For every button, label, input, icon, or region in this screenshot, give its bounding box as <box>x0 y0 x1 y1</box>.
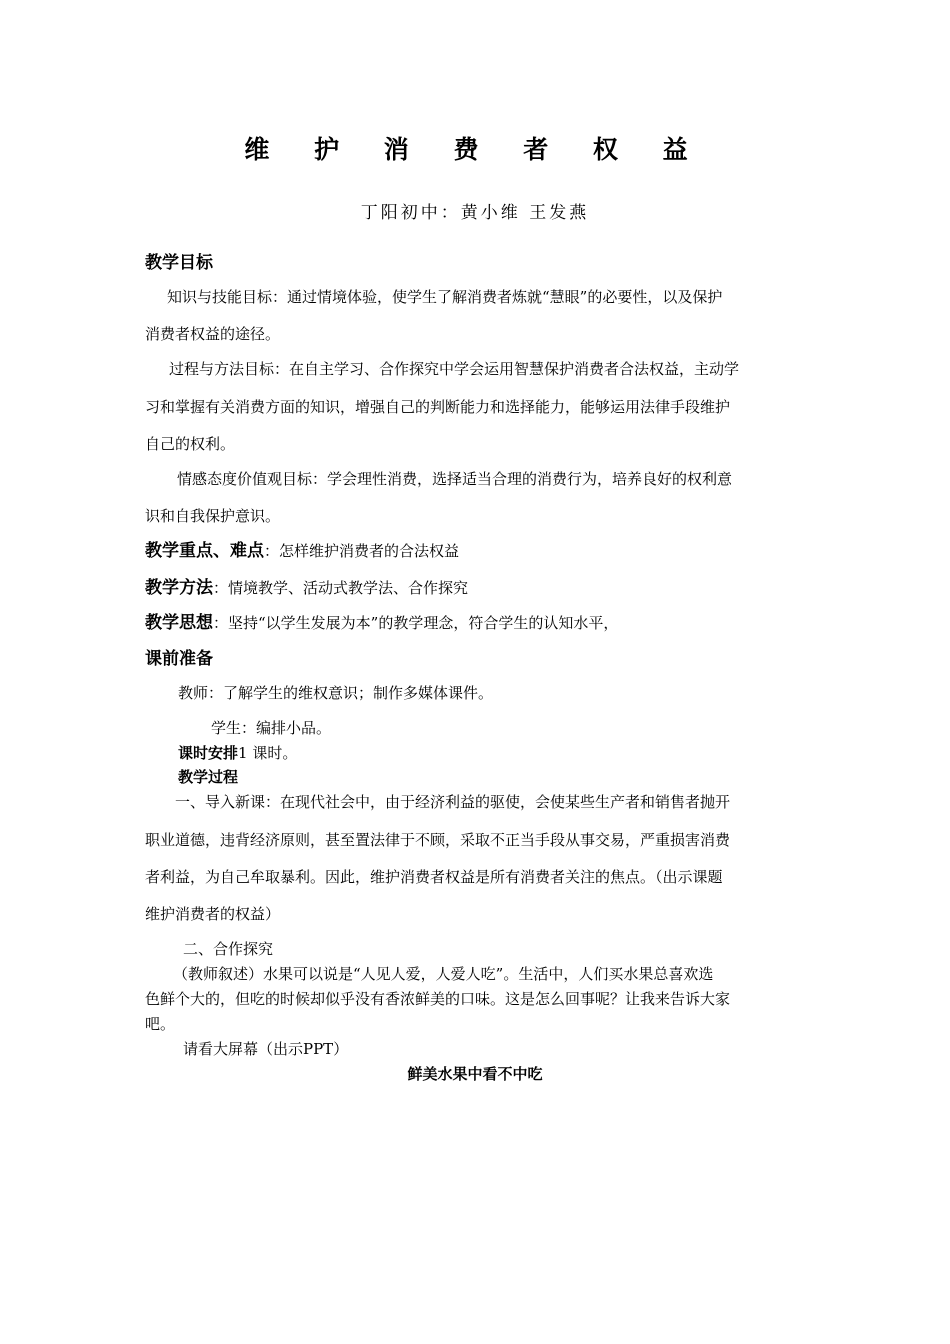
schedule-line <box>178 745 297 761</box>
process-objective-line-3: 自己的权利。 <box>145 435 236 453</box>
document-title: 维 护 消 费 者 权 益 <box>244 135 706 164</box>
author-line: 丁阳初中：黄小维 王发燕 <box>360 203 590 223</box>
schedule-text: 1 课时。 <box>238 744 298 762</box>
prep-teacher: 教师：了解学生的维权意识；制作多媒体课件。 <box>178 684 494 702</box>
idea-text: ：坚持“以学生发展为本”的教学理念，符合学生的认知水平， <box>213 614 619 632</box>
keypoint-label: 教学重点、难点 <box>145 541 264 561</box>
narration-line-3: 吧。 <box>145 1015 176 1033</box>
method-label: 教学方法 <box>145 578 213 598</box>
prep-student: 学生：编排小品。 <box>211 719 332 737</box>
method-line <box>145 580 468 597</box>
keypoint-line <box>145 543 459 560</box>
emotion-objective-line-2: 识和自我保护意识。 <box>145 507 281 525</box>
prep-heading: 课前准备 <box>145 649 213 669</box>
knowledge-objective-line-2: 消费者权益的途径。 <box>145 325 281 343</box>
idea-label: 教学思想 <box>145 613 213 633</box>
intro-line-3: 者利益，为自己牟取暴利。因此，维护消费者权益是所有消费者关注的焦点。（出示课题 <box>145 868 723 886</box>
teaching-process-heading: 教学过程 <box>178 768 239 786</box>
slide-title: 鲜美水果中看不中吃 <box>407 1065 543 1083</box>
intro-line-2: 职业道德，违背经济原则，甚至置法律于不顾，采取不正当手段从事交易，严重损害消费 <box>145 831 731 849</box>
process-objective-line-1: 过程与方法目标：在自主学习、合作探究中学会运用智慧保护消费者合法权益，主动学 <box>169 360 740 378</box>
screen-note: 请看大屏幕（出示PPT） <box>183 1040 349 1058</box>
knowledge-objective-line-1: 知识与技能目标：通过情境体验，使学生了解消费者炼就“慧眼”的必要性，以及保护 <box>167 288 723 306</box>
process-objective-line-2: 习和掌握有关消费方面的知识，增强自己的判断能力和选择能力，能够运用法律手段维护 <box>145 398 731 416</box>
narration-line-1: （教师叙述）水果可以说是“人见人爱，人爱人吃”。生活中，人们买水果总喜欢选 <box>173 965 714 983</box>
intro-line-4: 维护消费者的权益） <box>145 905 281 923</box>
method-text: ：情境教学、活动式教学法、合作探究 <box>213 579 469 597</box>
objectives-heading: 教学目标 <box>145 253 213 273</box>
idea-line <box>145 615 618 632</box>
schedule-label: 课时安排 <box>178 744 239 762</box>
intro-line-1: 一、导入新课：在现代社会中，由于经济利益的驱使，会使某些生产者和销售者抛开 <box>175 793 731 811</box>
cooperative-heading: 二、合作探究 <box>183 940 274 958</box>
emotion-objective-line-1: 情感态度价值观目标：学会理性消费，选择适当合理的消费行为，培养良好的权利意 <box>177 470 733 488</box>
keypoint-text: ：怎样维护消费者的合法权益 <box>264 542 460 560</box>
narration-line-2: 色鲜个大的，但吃的时候却似乎没有香浓鲜美的口味。这是怎么回事呢？让我来告诉大家 <box>145 990 731 1008</box>
